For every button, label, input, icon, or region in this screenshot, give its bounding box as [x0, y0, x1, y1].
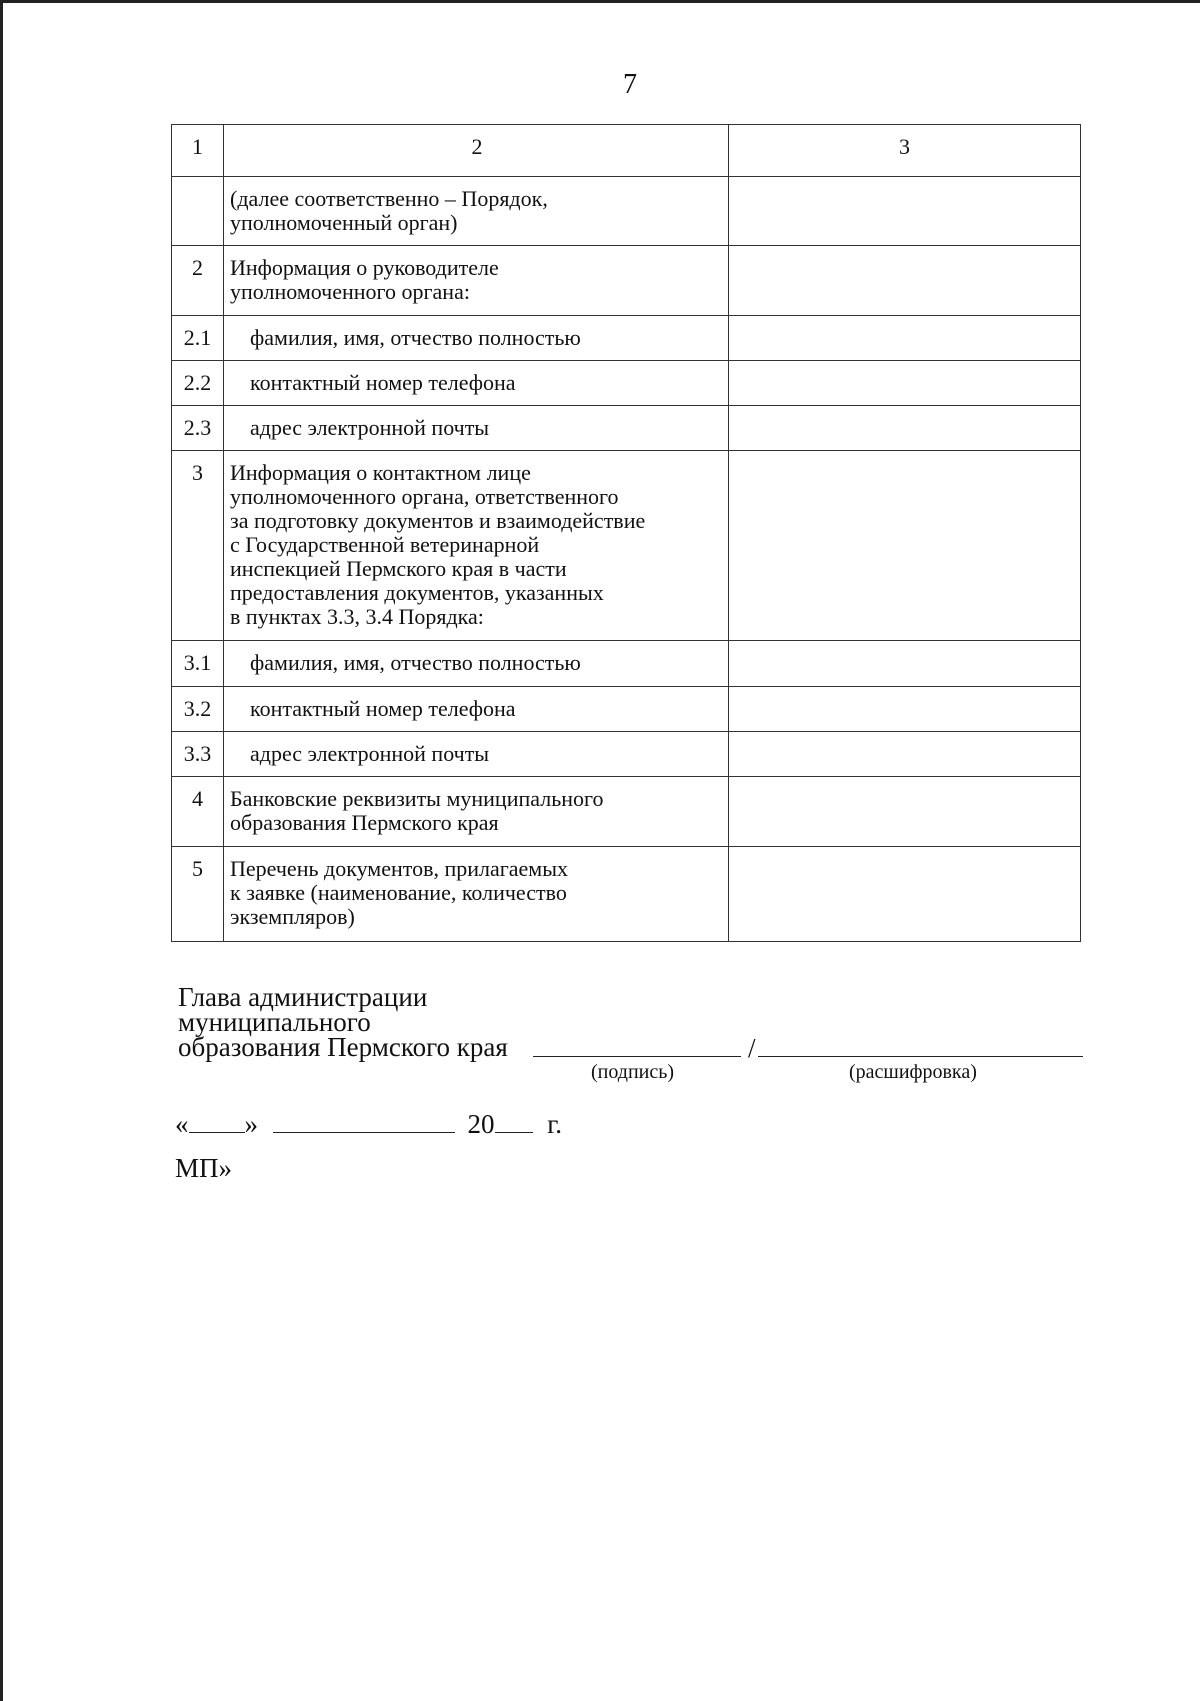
row-value-cell[interactable]: [729, 361, 1081, 406]
row-value-cell[interactable]: [729, 847, 1081, 942]
row-value-cell[interactable]: [729, 777, 1081, 847]
row-number: 3: [172, 451, 224, 641]
row-value-cell[interactable]: [729, 641, 1081, 687]
table-row: [172, 406, 1081, 451]
signature-field[interactable]: [533, 1056, 741, 1057]
row-label: (далее соответственно – Порядок, уполномоченный орган): [224, 177, 729, 246]
table-row: [172, 246, 1081, 316]
row-label: Информация о руководителе уполномоченного органа:: [224, 246, 729, 316]
row-label: Информация о контактном лице уполномоченного органа, ответственного за подготовку документов и взаимодействие с Государственной ветеринарной инспекцией Пермского края в части предоставления документов, указанных в пунктах 3.3, 3.4 Порядка:: [224, 451, 729, 641]
row-label: Банковские реквизиты муниципального образования Пермского края: [224, 777, 729, 847]
stamp-place: МП»: [175, 1153, 233, 1183]
row-value-cell[interactable]: [729, 246, 1081, 316]
row-label: Перечень документов, прилагаемых к заявке (наименование, количество экземпляров): [224, 847, 729, 942]
table-row: [172, 687, 1081, 732]
row-number: 4: [172, 777, 224, 847]
table-row: [172, 316, 1081, 361]
row-label: контактный номер телефона: [224, 687, 729, 732]
decoding-caption: (расшифровка): [849, 1061, 977, 1083]
table-row: [172, 641, 1081, 687]
signature-block: [178, 982, 508, 1062]
signature-title-line-3: образования Пермского края: [178, 1032, 508, 1062]
header-col-2: 2: [224, 125, 729, 177]
signature-separator: /: [748, 1033, 756, 1063]
row-number: [172, 177, 224, 246]
row-value-cell[interactable]: [729, 406, 1081, 451]
table-row: [172, 177, 1081, 246]
table-row: [172, 777, 1081, 847]
date-close-quote: »: [244, 1109, 258, 1139]
row-number: 3.2: [172, 687, 224, 732]
year-field[interactable]: [495, 1108, 533, 1133]
signature-caption: (подпись): [591, 1061, 675, 1083]
table-row: [172, 847, 1081, 942]
row-number: 3.1: [172, 641, 224, 687]
page-number: 7: [623, 69, 637, 100]
row-number: 5: [172, 847, 224, 942]
decoding-field[interactable]: [758, 1056, 1083, 1057]
date-row: [175, 1108, 562, 1140]
row-label: контактный номер телефона: [224, 361, 729, 406]
row-number: 2: [172, 246, 224, 316]
row-number: 2.3: [172, 406, 224, 451]
row-label: адрес электронной почты: [224, 732, 729, 777]
signature-title-line-1: Глава администрации: [178, 982, 428, 1012]
row-number: 2.1: [172, 316, 224, 361]
row-value-cell[interactable]: [729, 177, 1081, 246]
year-prefix: 20: [467, 1109, 495, 1139]
row-value-cell[interactable]: [729, 687, 1081, 732]
row-value-cell[interactable]: [729, 316, 1081, 361]
row-number: 2.2: [172, 361, 224, 406]
day-field[interactable]: [189, 1108, 245, 1133]
header-col-3: 3: [729, 125, 1081, 177]
table-header-row: [172, 125, 1081, 177]
row-label: адрес электронной почты: [224, 406, 729, 451]
year-suffix: г.: [547, 1109, 563, 1139]
signature-title-line-2: муниципального: [178, 1007, 371, 1037]
row-label: фамилия, имя, отчество полностью: [224, 641, 729, 687]
month-field[interactable]: [273, 1108, 455, 1133]
header-col-1: 1: [172, 125, 224, 177]
table-row: [172, 732, 1081, 777]
table-row: [172, 451, 1081, 641]
date-open-quote: «: [175, 1109, 189, 1139]
row-label: фамилия, имя, отчество полностью: [224, 316, 729, 361]
application-form-table: [171, 124, 1081, 942]
row-value-cell[interactable]: [729, 732, 1081, 777]
row-number: 3.3: [172, 732, 224, 777]
table-row: [172, 361, 1081, 406]
row-value-cell[interactable]: [729, 451, 1081, 641]
